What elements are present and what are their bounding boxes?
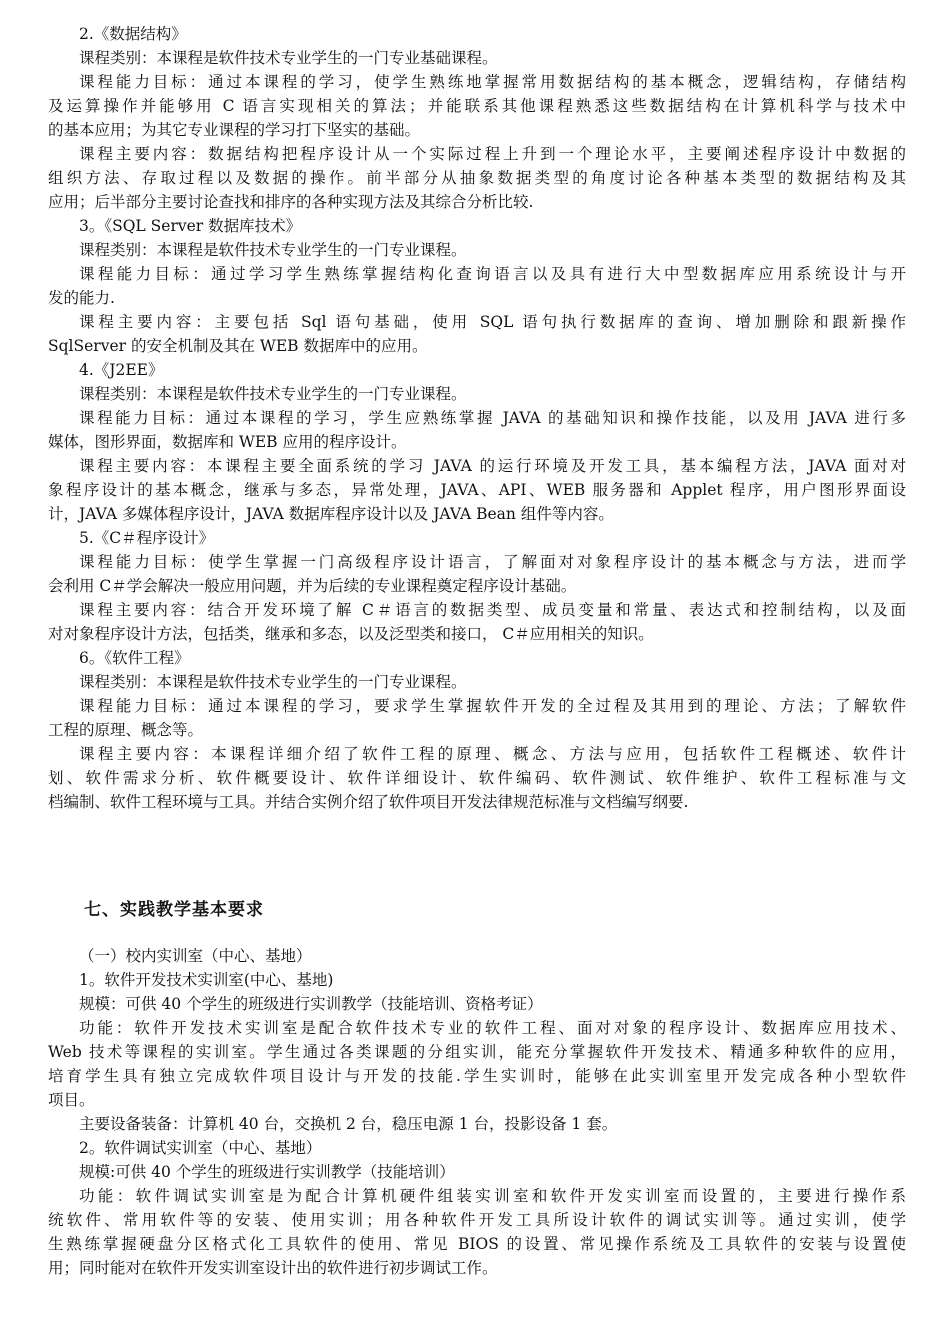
lab-title: 1。软件开发技术实训室(中心、基地) [79, 971, 334, 989]
lab-function-line: 统软件、常用软件等的安装、使用实训；用各种软件开发工具所设计软件的调试实训等。通过实训，使学 [48, 1211, 906, 1229]
course-content-line: 应用；后半部分主要讨论查找和排序的各种实现方法及其综合分析比较. [48, 193, 534, 211]
course-type: 课程类别：本课程是软件技术专业学生的一门专业基础课程。 [79, 49, 498, 67]
course-goal-line: 媒体，图形界面，数据库和 WEB 应用的程序设计。 [48, 433, 407, 451]
lab-function-line: 培育学生具有独立完成软件项目设计与开发的技能.学生实训时，能够在此实训室里开发完成各种小型软件 [48, 1067, 906, 1085]
course-goal-line: 会利用 C＃学会解决一般应用问题，并为后续的专业课程奠定程序设计基础。 [48, 577, 577, 595]
course-content-line: 计，JAVA 多媒体程序设计，JAVA 数据库程序设计以及 JAVA Bean 组件等内容。 [48, 505, 614, 523]
lab-function-line: 功能：软件开发技术实训室是配合软件技术专业的软件工程、面对对象的程序设计、数据库应用技术、 [79, 1019, 906, 1037]
course-content-line: SqlServer 的安全机制及其在 WEB 数据库中的应用。 [48, 337, 428, 355]
lab-function-line: 项目。 [48, 1091, 95, 1109]
course-title-j2ee: 4.《J2EE》 [79, 361, 164, 379]
course-goal-line: 及运算操作并能够用 C 语言实现相关的算法；并能联系其他课程熟悉这些数据结构在计算机科学与技术中 [48, 97, 906, 115]
course-title-csharp: 5.《C＃程序设计》 [79, 529, 215, 547]
course-content-line: 课程主要内容：主要包括 Sql 语句基础，使用 SQL 语句执行数据库的查询、增加删除和跟新操作 [79, 313, 906, 331]
course-type: 课程类别：本课程是软件技术专业学生的一门专业课程。 [79, 673, 467, 691]
course-type: 课程类别：本课程是软件技术专业学生的一门专业课程。 [79, 241, 467, 259]
course-content-line: 课程主要内容：本课程详细介绍了软件工程的原理、概念、方法与应用，包括软件工程概述、软件计 [79, 745, 906, 763]
course-content-line: 组织方法、存取过程以及数据的操作。前半部分从抽象数据类型的角度讨论各种基本类型的数据结构及其 [48, 169, 906, 187]
course-goal-line: 课程能力目标：使学生掌握一门高级程序设计语言，了解面对对象程序设计的基本概念与方法，进而学 [79, 553, 906, 571]
course-goal-line: 课程能力目标：通过学习学生熟练掌握结构化查询语言以及具有进行大中型数据库应用系统设计与开 [79, 265, 906, 283]
course-content-line: 课程主要内容：数据结构把程序设计从一个实际过程上升到一个理论水平，主要阐述程序设计中数据的 [79, 145, 906, 163]
course-goal-line: 课程能力目标：通过本课程的学习，学生应熟练掌握 JAVA 的基础知识和操作技能，以及用 JAVA 进行多 [79, 409, 906, 427]
course-content-line: 课程主要内容：本课程主要全面系统的学习 JAVA 的运行环境及开发工具，基本编程方法，JAVA 面对对 [79, 457, 906, 475]
lab-title: 2。软件调试实训室（中心、基地） [79, 1139, 322, 1157]
course-goal-line: 课程能力目标：通过本课程的学习，要求学生掌握软件开发的全过程及其用到的理论、方法；了解软件 [79, 697, 906, 715]
lab-equipment: 主要设备装备：计算机 40 台，交换机 2 台，稳压电源 1 台，投影设备 1 套。 [79, 1115, 618, 1133]
lab-function-line: Web 技术等课程的实训室。学生通过各类课题的分组实训，能充分掌握软件开发技术、精通多种软件的应用， [48, 1043, 906, 1061]
course-content-line: 划、软件需求分析、软件概要设计、软件详细设计、软件编码、软件测试、软件维护、软件工程标准与文 [48, 769, 906, 787]
course-content-line: 象程序设计的基本概念，继承与多态，异常处理，JAVA、API、WEB 服务器和 Applet 程序，用户图形界面设 [48, 481, 906, 499]
course-goal-line: 发的能力. [48, 289, 115, 307]
lab-function-line: 生熟练掌握硬盘分区格式化工具软件的使用、常见 BIOS 的设置、常见操作系统及工具软件的安装与设置使 [48, 1235, 906, 1253]
course-goal-line: 工程的原理、概念等。 [48, 721, 204, 739]
section-heading: 七、实践教学基本要求 [84, 900, 264, 920]
lab-scale: 规模:可供 40 个学生的班级进行实训教学（技能培训） [79, 1163, 455, 1181]
course-goal-line: 课程能力目标：通过本课程的学习，使学生熟练地掌握常用数据结构的基本概念，逻辑结构，存储结构 [79, 73, 906, 91]
course-content-line: 档编制、软件工程环境与工具。并结合实例介绍了软件项目开发法律规范标准与文档编写纲要. [48, 793, 689, 811]
subsection-title: （一）校内实训室（中心、基地） [79, 947, 312, 965]
course-type: 课程类别：本课程是软件技术专业学生的一门专业课程。 [79, 385, 467, 403]
lab-function-line: 功能：软件调试实训室是为配合计算机硬件组装实训室和软件开发实训室而设置的，主要进行操作系 [79, 1187, 906, 1205]
course-title-software-engineering: 6。《软件工程》 [79, 649, 190, 667]
course-title-sql-server: 3。《SQL Server 数据库技术》 [79, 217, 302, 235]
course-content-line: 课程主要内容：结合开发环境了解 C＃语言的数据类型、成员变量和常量、表达式和控制结构，以及面 [79, 601, 906, 619]
course-goal-line: 的基本应用；为其它专业课程的学习打下坚实的基础。 [48, 121, 421, 139]
lab-function-line: 用；同时能对在软件开发实训室设计出的软件进行初步调试工作。 [48, 1259, 498, 1277]
course-title-data-structures: 2.《数据结构》 [79, 25, 187, 43]
lab-scale: 规模：可供 40 个学生的班级进行实训教学（技能培训、资格考证） [79, 995, 543, 1013]
course-content-line: 对对象程序设计方法，包括类，继承和多态，以及泛型类和接口， C＃应用相关的知识。 [48, 625, 654, 643]
